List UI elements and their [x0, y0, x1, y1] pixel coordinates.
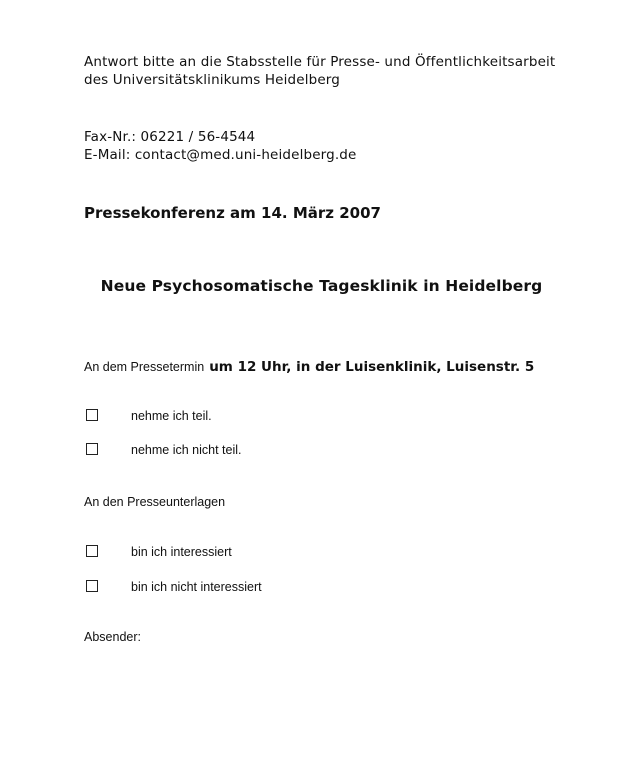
attend-checkbox[interactable]	[86, 409, 98, 421]
appointment-prefix: An dem Pressetermin	[84, 360, 205, 374]
not-attend-checkbox[interactable]	[86, 443, 98, 455]
fax-number: Fax-Nr.: 06221 / 56-4544	[84, 129, 256, 145]
appointment-details: um 12 Uhr, in der Luisenklinik, Luisenstr. 5	[209, 359, 535, 375]
email-address: E-Mail: contact@med.uni-heidelberg.de	[84, 147, 357, 163]
conference-title: Neue Psychosomatische Tagesklinik in Heidelberg	[100, 277, 543, 295]
attend-option-label: nehme ich teil.	[131, 409, 212, 423]
interested-option-label: bin ich interessiert	[131, 545, 232, 559]
not-interested-option-label: bin ich nicht interessiert	[131, 580, 262, 594]
not-interested-checkbox[interactable]	[86, 580, 98, 592]
sender-label: Absender:	[84, 630, 141, 644]
interested-checkbox[interactable]	[86, 545, 98, 557]
intro-line-1: Antwort bitte an die Stabsstelle für Presse- und Öffentlichkeitsarbeit	[84, 54, 556, 70]
not-attend-option-label: nehme ich nicht teil.	[131, 443, 242, 457]
conference-heading: Pressekonferenz am 14. März 2007	[84, 204, 381, 222]
intro-line-2: des Universitätsklinikums Heidelberg	[84, 72, 340, 88]
documents-label: An den Presseunterlagen	[84, 495, 226, 509]
appointment-line	[84, 356, 534, 375]
